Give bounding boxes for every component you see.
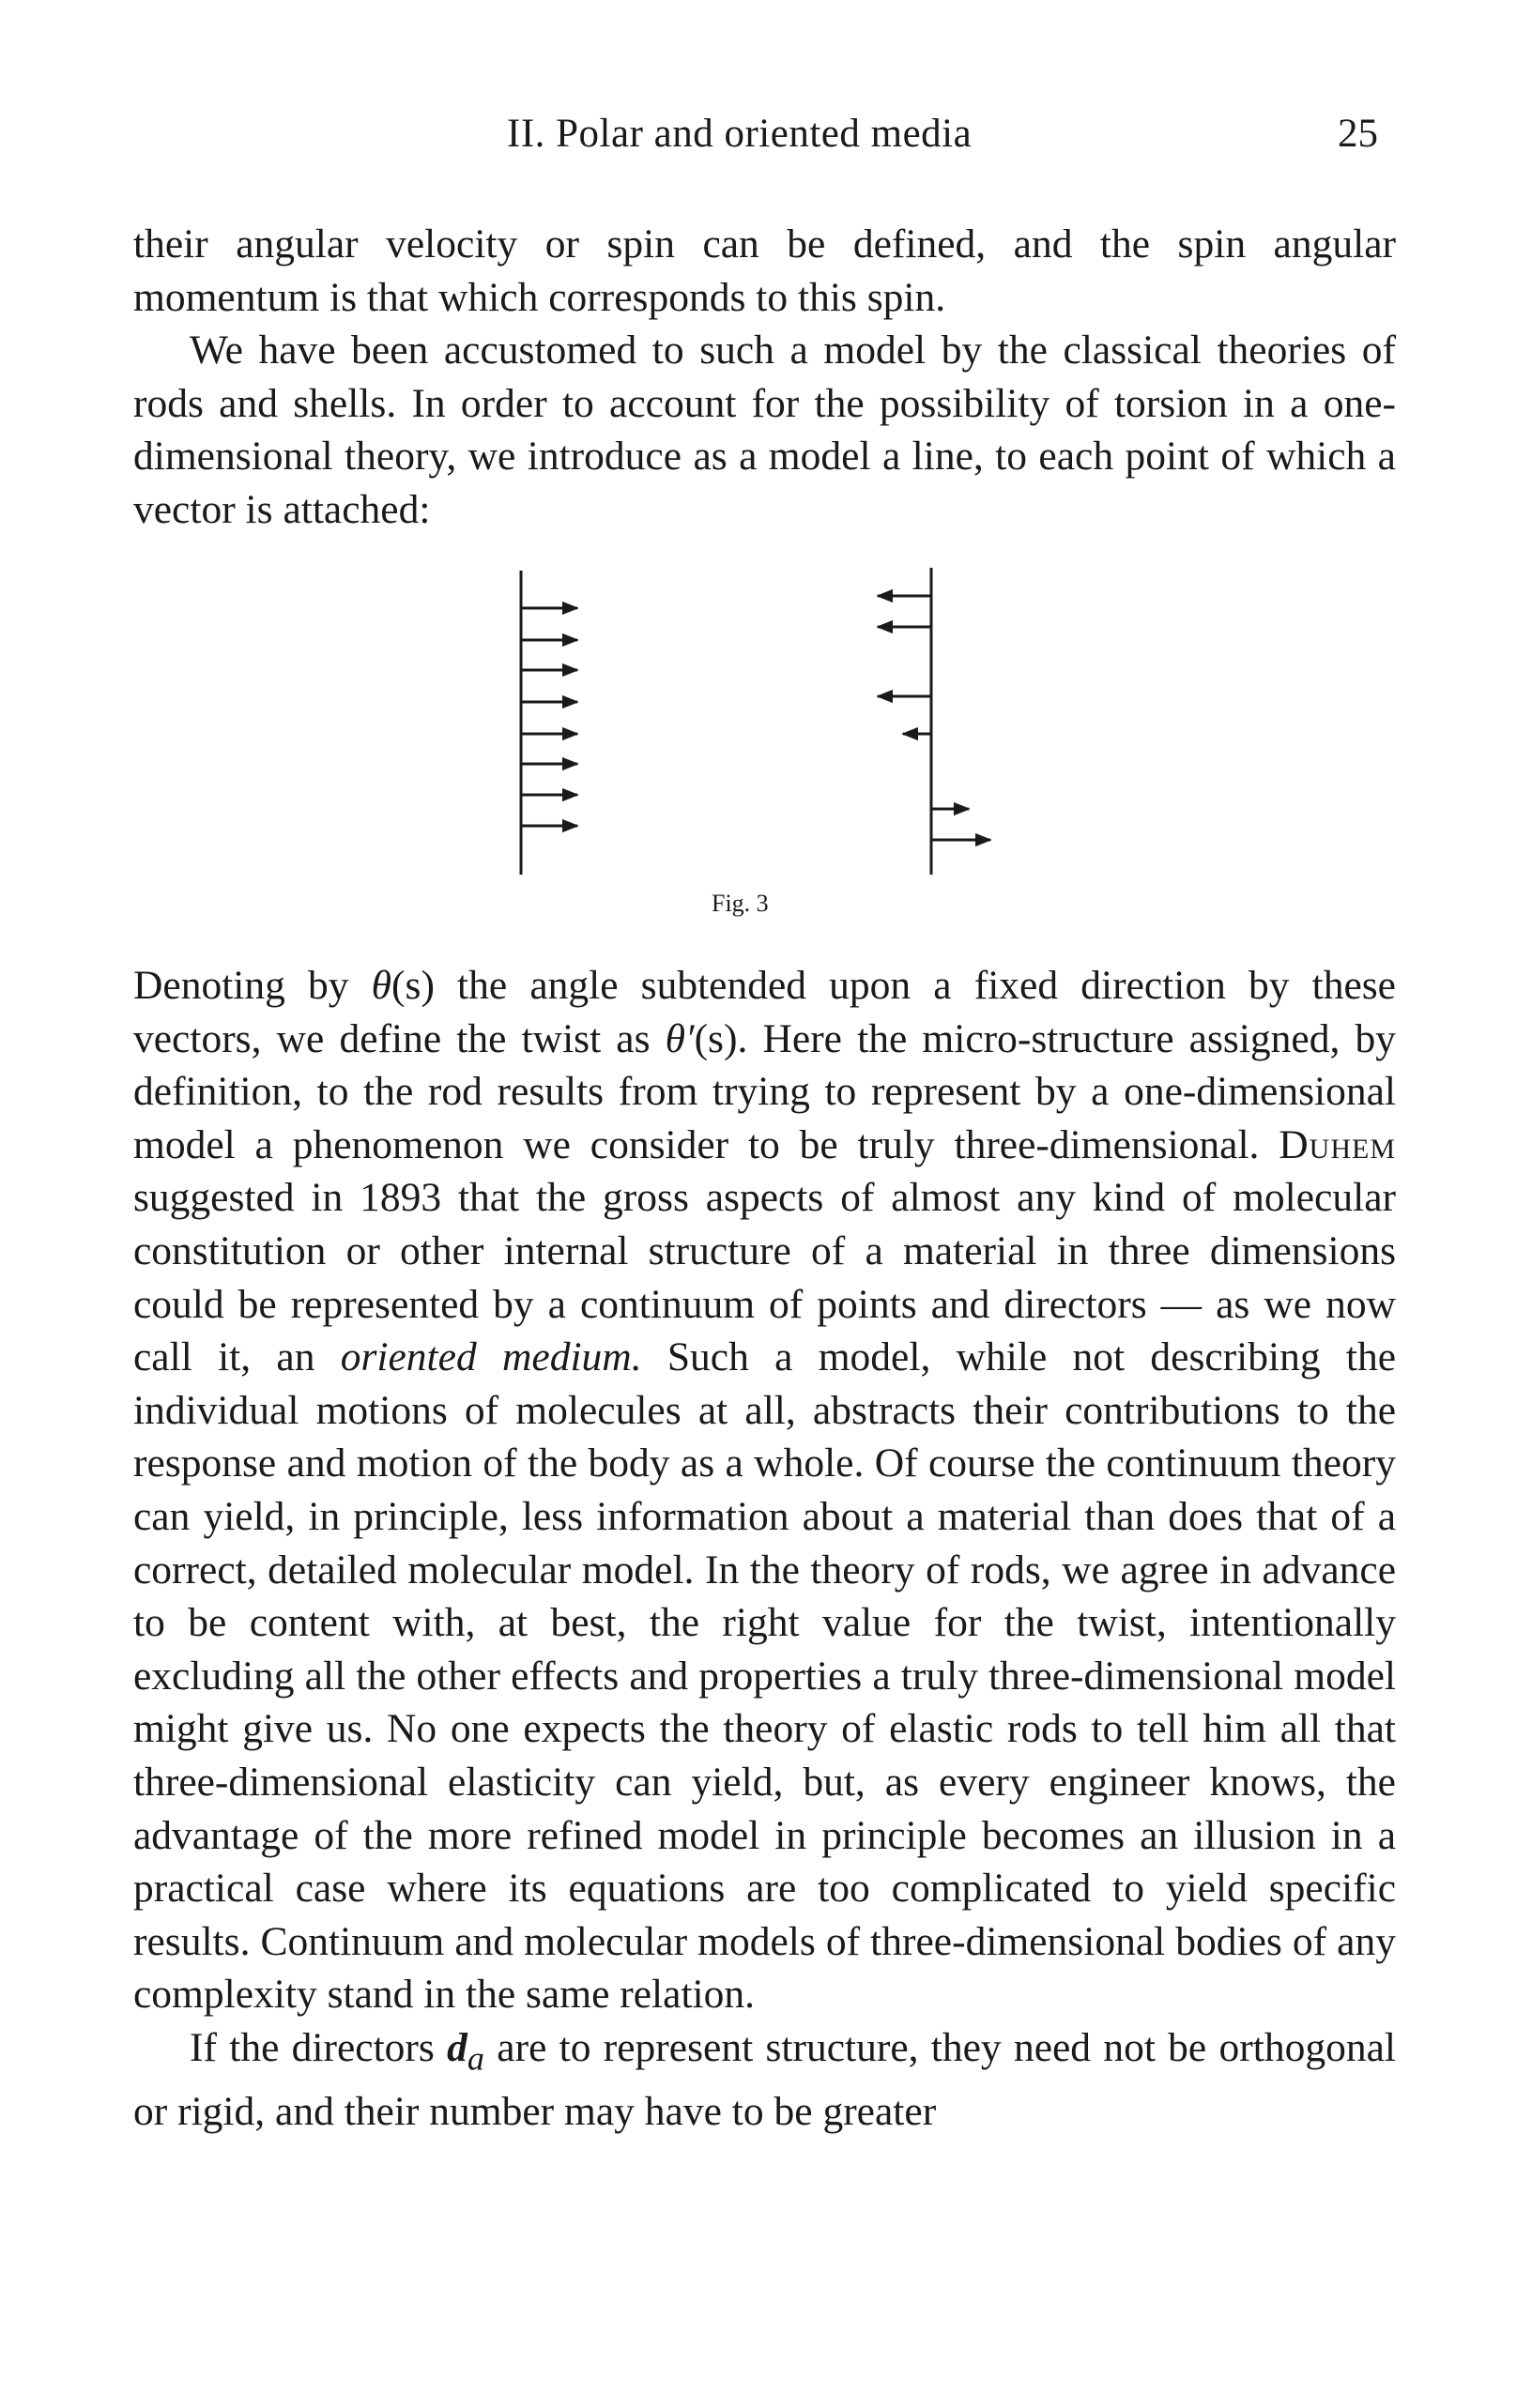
paragraph-3 (133, 959, 1396, 2021)
paragraph-1: their angular velocity or spin can be defined, and the spin angular momentum is that which corresponds to this spin. (133, 221, 1396, 320)
theta-symbol: θ (371, 963, 392, 1008)
p3-text-2: (s) the angle subtended upon a fixed direction by these vectors, we define the twist as (133, 963, 1396, 1061)
p3-text-4: suggested in 1893 that the gross aspects of almost any kind of molecular constitution or other internal structure of a material in three dimensions could be represented by a continuum of points and directors — as we now call it, an (133, 1175, 1396, 1380)
running-title: II. Polar and oriented media (507, 112, 973, 156)
figure-caption: Fig. 3 (712, 890, 769, 917)
author-name: Duhem (1279, 1121, 1396, 1167)
theta-prime-symbol: θ′ (665, 1015, 695, 1061)
p3-text-5: Such a model, while not describing the individual motions of molecules at all, abstracts their contributions to the response and motion of the body as a whole. Of course the continuum theory can yield, in principle, less information about a material than does that of a correct, detailed molecular model. In the theory of rods, we agree in advance to be content with, at best, the right value for the twist, intentionally excluding all the other effects and properties a truly three-dimensional model might give us. No one expects the theory of elastic rods to tell him all that three-dimensional elasticity can yield, but, as every engineer knows, the advantage of the more refined model in principle becomes an illusion in a practical case where its equations are too complicated to yield specific results. Continuum and molecular models of three-dimensional bodies of any complexity stand in the same relation. (133, 1334, 1397, 2018)
p4-text-2: are to represent structure, they need not be orthogonal or rigid, and their number may have to be greater (133, 2024, 1396, 2135)
p3-text-3: (s). Here the micro-structure assigned, by definition, to the rod results from trying to represent by a one-dimensional model a phenomenon we consider to be truly three-dimensional. (133, 1015, 1396, 1167)
director-symbol: d (447, 2024, 467, 2070)
director-subscript: a (467, 2039, 484, 2078)
uniform-director-rod (521, 571, 577, 875)
twisted-director-rod (878, 568, 990, 875)
paragraph-2: We have been accustomed to such a model by the classical theories of rods and shells. In order to account for the possibility of torsion in a one-dimensional theory, we introduce as a model a line, to each point of which a vector is attached: (133, 328, 1396, 532)
figure-3-directors-diagram (0, 0, 1532, 938)
text-block-bottom (133, 959, 1396, 2139)
page-number: 25 (1338, 112, 1378, 156)
p3-text-1: Denoting by (133, 963, 372, 1008)
italic-term: oriented medium. (340, 1334, 642, 1380)
p4-text-1: If the directors (190, 2024, 448, 2070)
paragraph-4 (133, 2021, 1396, 2139)
